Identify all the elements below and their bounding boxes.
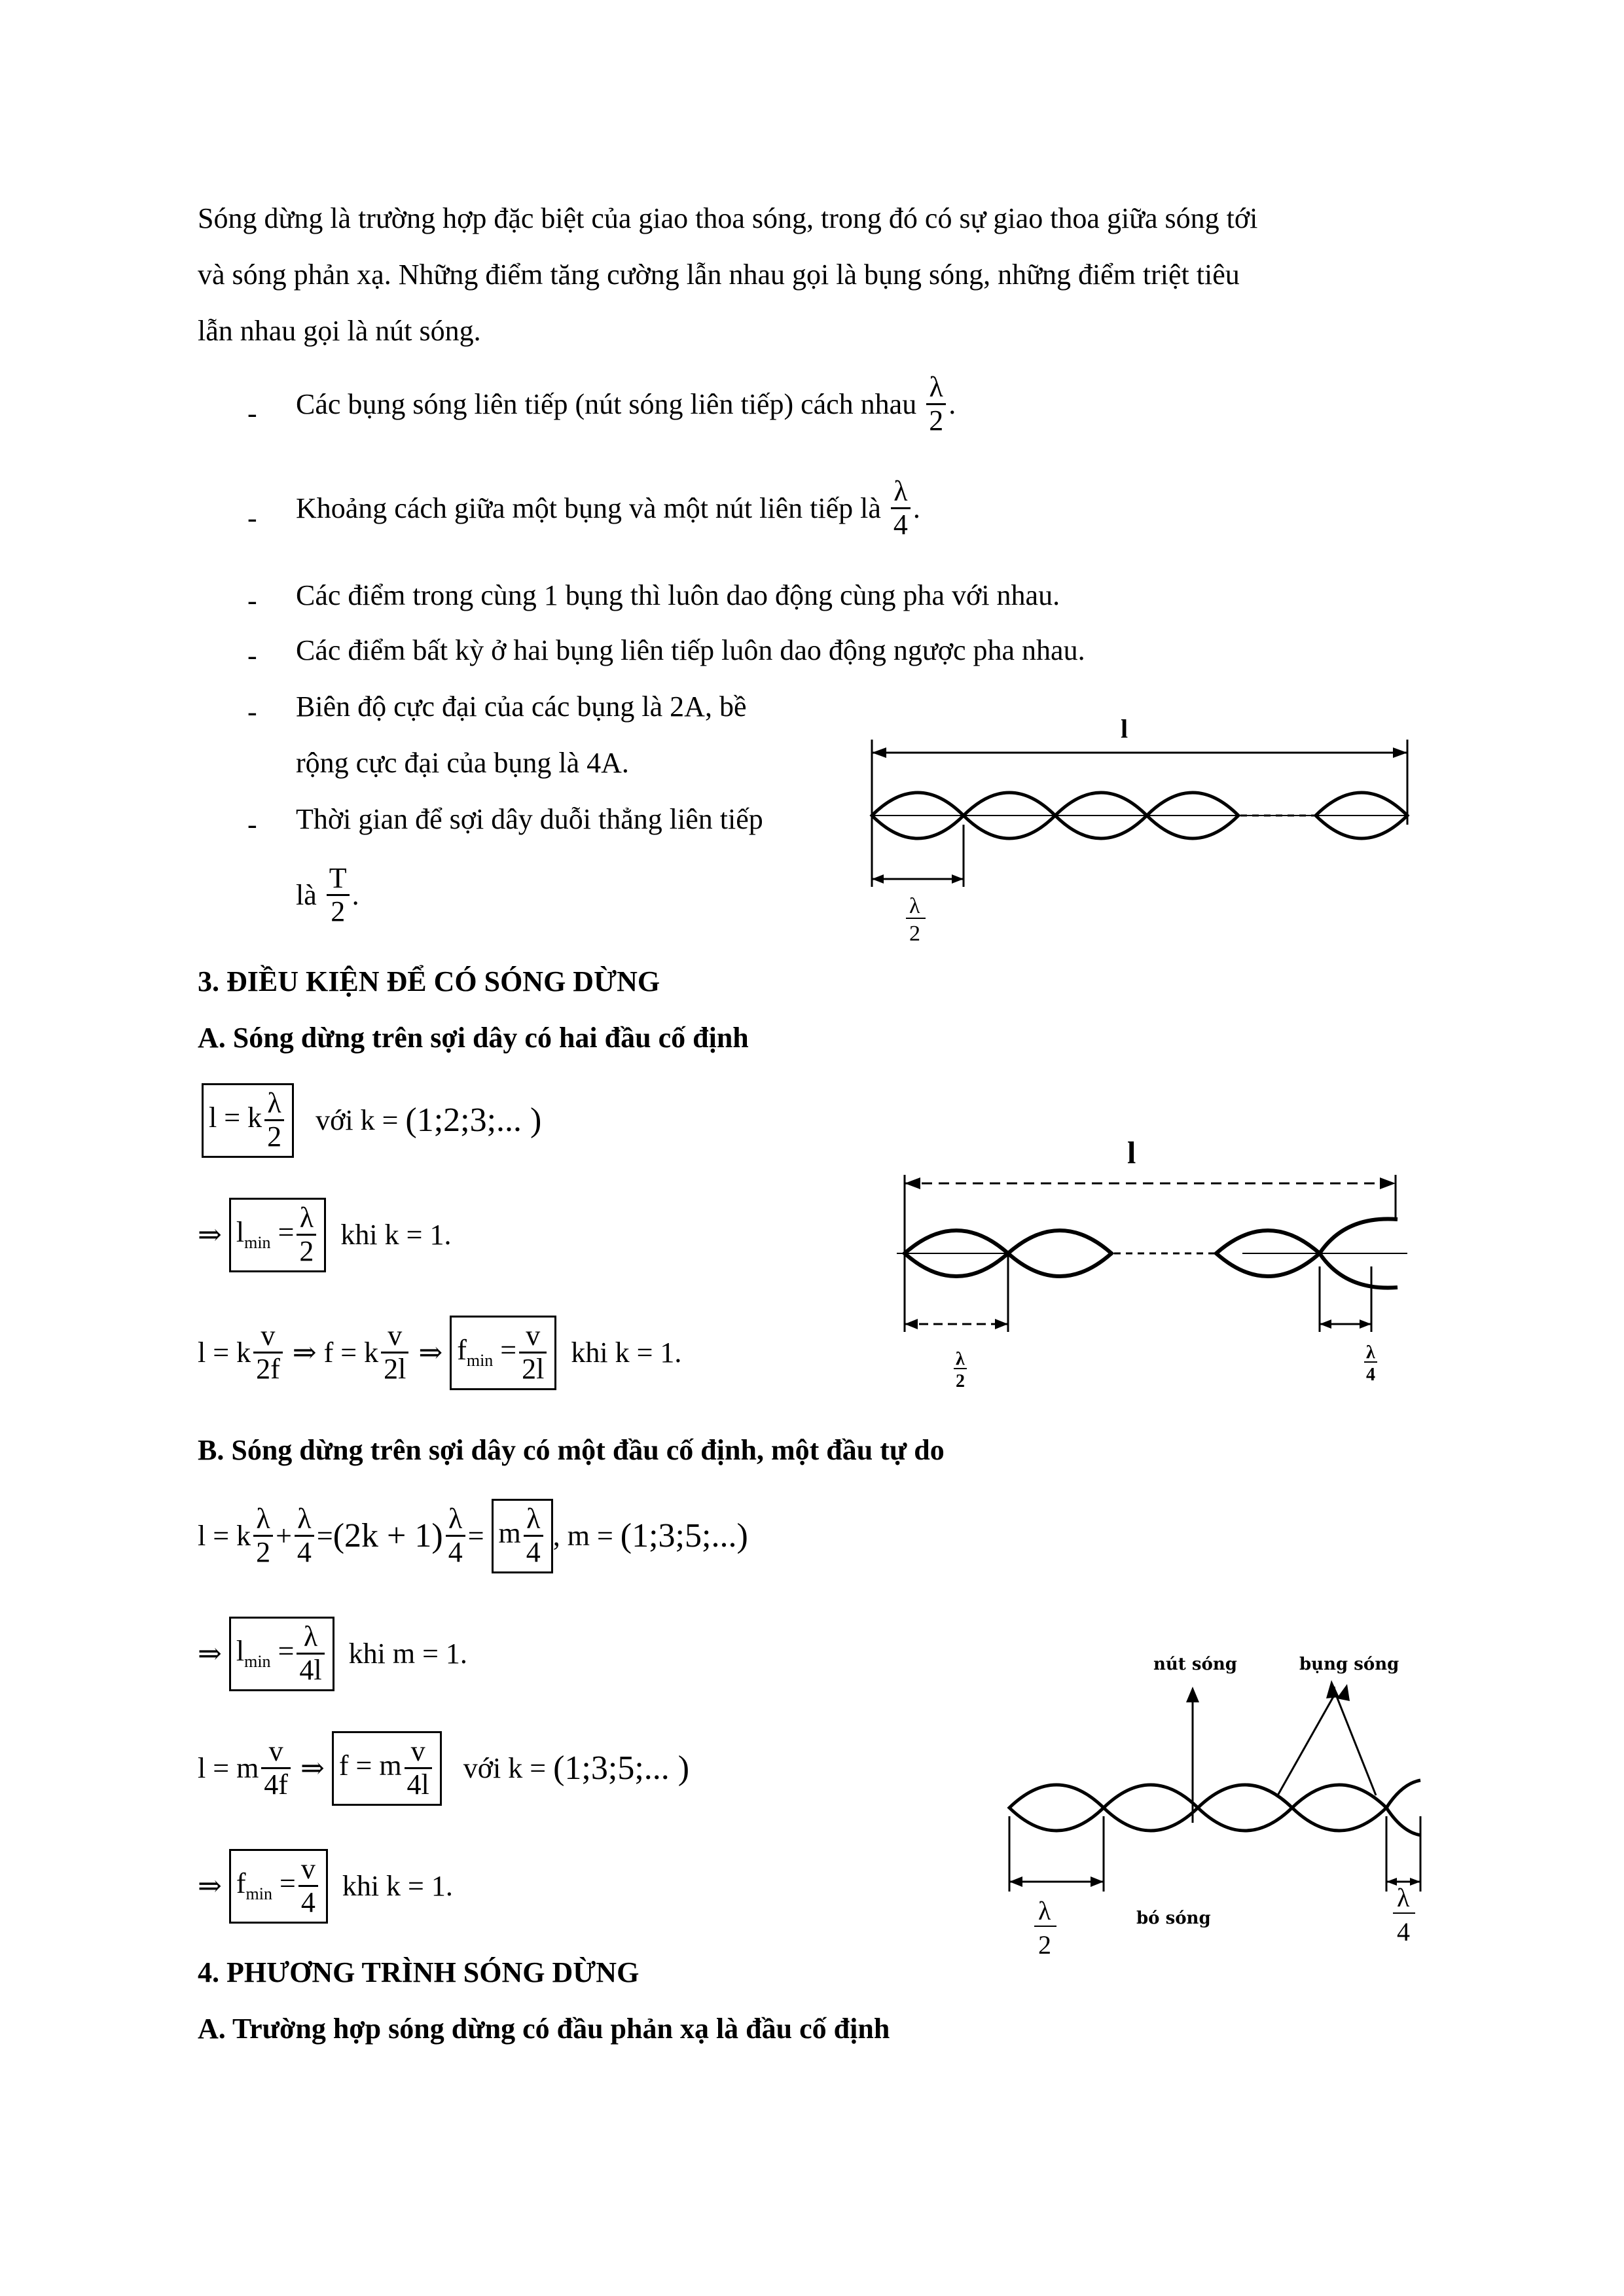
section-3-heading: 3. ĐIỀU KIỆN ĐỂ CÓ SÓNG DỪNG (198, 965, 660, 997)
length-label: l (1121, 714, 1128, 744)
formula-box: $l_{min}$ = $\frac{\lambda}{4l}$ (229, 1617, 334, 1691)
bullet-1: Các bụng sóng liên tiếp (nút sóng liên tiếp) cách nhau $\frac{\lambda}{2}$ . (296, 371, 956, 437)
standing-wave-diagram-3 (1001, 1646, 1434, 1973)
lambda-label: λ (909, 894, 920, 918)
formula-box: l = k $\frac{\lambda}{2}$ (202, 1083, 294, 1158)
wave-loops (1009, 1780, 1420, 1835)
bullet-dash: - (247, 502, 257, 534)
formula-b1: l = k $\frac{\lambda}{2}$ + $\frac{\lambda}{4}$ =(2k + 1) $\frac{\lambda}{4}$ = m $\frac{\lambda}{4}$ , m = (1;3;5;...) (198, 1499, 748, 1573)
fraction-lambda-4: $\frac{\lambda}{4}$ (891, 476, 911, 541)
bullet-dash: - (247, 397, 257, 429)
formula-b3: l = m $\frac{v}{4f}$ ⇒ f = m $\frac{v}{4l}$ với k = (1;3;5;... ) (198, 1731, 689, 1806)
four-label: 4 (1366, 1365, 1375, 1385)
fraction-T-2: $\frac{T}{2}$ (327, 863, 350, 928)
two-label: 2 (1038, 1930, 1051, 1960)
section-3b-heading: B. Sóng dừng trên sợi dây có một đầu cố định, một đầu tự do (198, 1434, 945, 1466)
formula-box: $l_{min}$ = $\frac{\lambda}{2}$ (229, 1198, 327, 1272)
intro-line-2: và sóng phản xạ. Những điểm tăng cường lẫn nhau gọi là bụng sóng, những điểm triệt tiêu (198, 259, 1240, 291)
antinode-arrow (1278, 1693, 1335, 1795)
formula-box: f = m $\frac{v}{4l}$ (332, 1731, 442, 1806)
bullet-5-line-1: Biên độ cực đại của các bụng là 2A, bề (296, 691, 747, 723)
bullet-3: Các điểm trong cùng 1 bụng thì luôn dao động cùng pha với nhau. (296, 579, 1060, 611)
antinode-label: bụng sóng (1299, 1655, 1399, 1674)
formula-box: $f_{min}$ = $\frac{v}{4}$ (229, 1849, 328, 1924)
two-label: 2 (956, 1371, 965, 1391)
standing-wave-diagram-2 (890, 1136, 1414, 1397)
section-4a-heading: A. Trường hợp sóng dừng có đầu phản xạ là đầu cố định (198, 2013, 890, 2045)
bullet-dash: - (247, 639, 257, 672)
formula-b2: ⇒ $l_{min}$ = $\frac{\lambda}{4l}$ khi m = 1. (198, 1617, 467, 1691)
lambda-label: λ (1038, 1896, 1051, 1926)
loop-label: bó sóng (1136, 1909, 1211, 1928)
standing-wave-diagram-1 (857, 710, 1420, 952)
bullet-6-line-2: là $\frac{T}{2}$ . (296, 862, 359, 928)
lambda-label: λ (1366, 1342, 1375, 1363)
antinode-arrow (1335, 1693, 1376, 1795)
node-label: nút sóng (1153, 1655, 1237, 1674)
bullet-2: Khoảng cách giữa một bụng và một nút liên tiếp là $\frac{\lambda}{4}$ . (296, 475, 920, 541)
two-label: 2 (909, 922, 920, 946)
formula-b4: ⇒ $f_{min}$ = $\frac{v}{4}$ khi k = 1. (198, 1849, 453, 1924)
length-label: l (1127, 1136, 1136, 1170)
formula-a3: l = k $\frac{v}{2f}$ ⇒ f = k $\frac{v}{2l}$ ⇒ $f_{min}$ = $\frac{v}{2l}$ khi k = 1. (198, 1316, 681, 1390)
four-label: 4 (1397, 1917, 1410, 1946)
formula-a1: l = k $\frac{\lambda}{2}$ với k = (1;2;3;... ) (202, 1083, 541, 1158)
bullet-dash: - (247, 808, 257, 840)
formula-a2: ⇒ $l_{min}$ = $\frac{\lambda}{2}$ khi k = 1. (198, 1198, 451, 1272)
bullet-dash: - (247, 696, 257, 728)
fraction-lambda-2: $\frac{\lambda}{2}$ (926, 372, 946, 437)
bullet-4: Các điểm bất kỳ ở hai bụng liên tiếp luôn dao động ngược pha nhau. (296, 634, 1085, 666)
section-3a-heading: A. Sóng dừng trên sợi dây có hai đầu cố định (198, 1022, 749, 1054)
intro-line-3: lẫn nhau gọi là nút sóng. (198, 315, 481, 347)
bullet-dash: - (247, 584, 257, 617)
formula-box: $f_{min}$ = $\frac{v}{2l}$ (450, 1316, 556, 1390)
section-4-heading: 4. PHƯƠNG TRÌNH SÓNG DỪNG (198, 1956, 640, 1988)
formula-box: m $\frac{\lambda}{4}$ (492, 1499, 553, 1573)
lambda-label: λ (1397, 1883, 1410, 1912)
bullet-5-line-2: rộng cực đại của bụng là 4A. (296, 747, 629, 779)
bullet-6-line-1: Thời gian để sợi dây duỗi thẳng liên tiếp (296, 803, 763, 835)
lambda-label: λ (956, 1349, 965, 1369)
intro-line-1: Sóng dừng là trường hợp đặc biệt của giao thoa sóng, trong đó có sự giao thoa giữa sóng tới (198, 202, 1258, 234)
